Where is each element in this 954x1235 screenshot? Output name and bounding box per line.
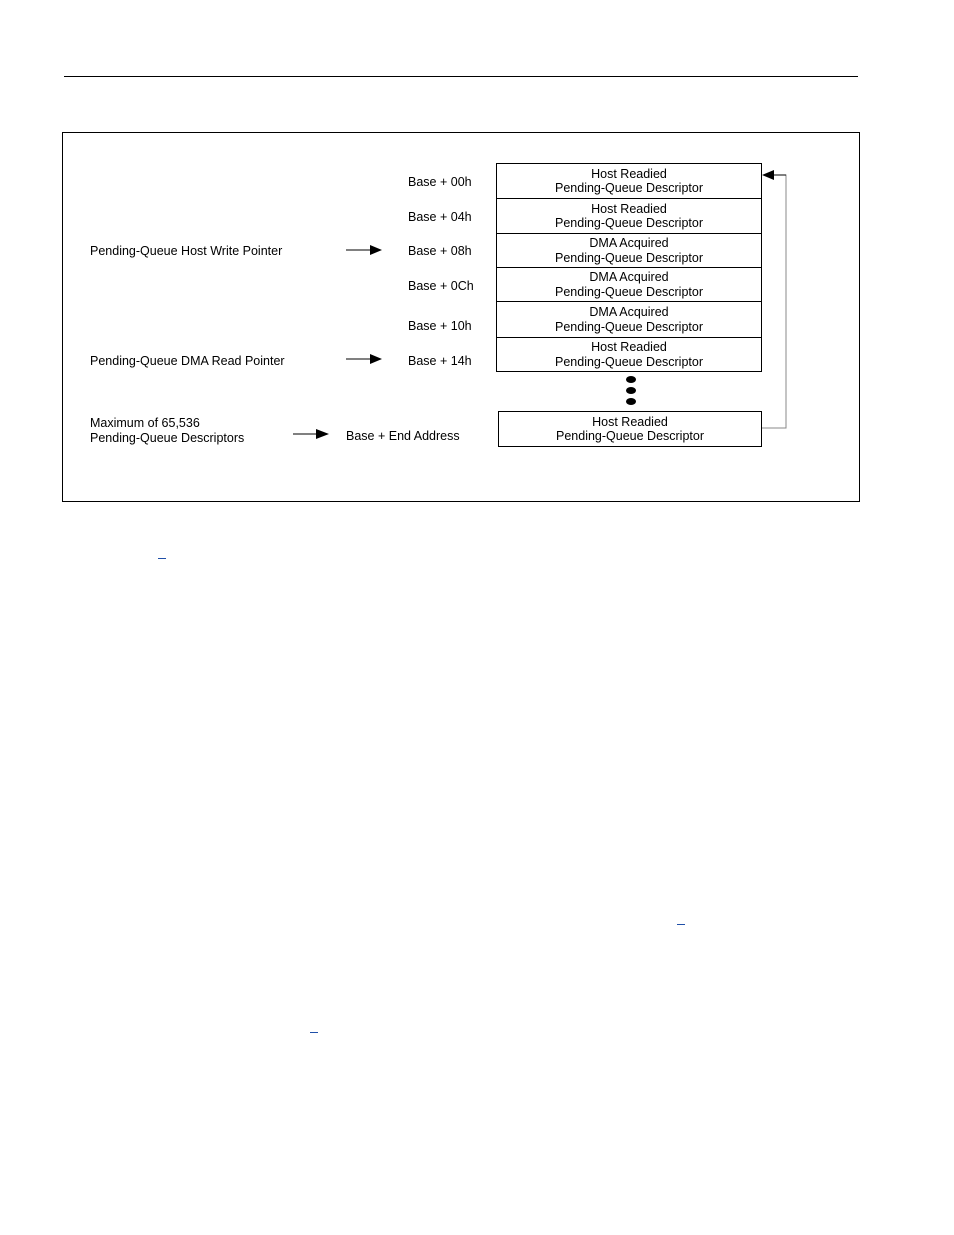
pointer-arrow-icon [346,354,382,364]
descriptor-state: DMA Acquired [589,236,669,250]
link-mark[interactable] [677,924,685,925]
descriptor-name: Pending-Queue Descriptor [556,429,704,443]
descriptor-name: Pending-Queue Descriptor [555,319,703,334]
link-mark[interactable] [310,1032,318,1033]
address-label: Base + 04h [408,210,472,224]
descriptor-name: Pending-Queue Descriptor [555,216,703,230]
descriptor-state: Host Readied [591,166,667,181]
descriptor-state: Host Readied [592,414,668,429]
descriptor-name: Pending-Queue Descriptor [555,354,703,369]
link-mark[interactable] [158,558,166,559]
address-label-end: Base + End Address [346,429,460,443]
maximum-label-line1: Maximum of 65,536 [90,416,200,430]
descriptor-name: Pending-Queue Descriptor [555,181,703,195]
address-label: Base + 10h [408,319,472,333]
address-label: Base + 0Ch [408,279,474,293]
descriptor-state: Host Readied [591,201,667,216]
dma-read-pointer-label: Pending-Queue DMA Read Pointer [90,354,285,368]
descriptor-state: DMA Acquired [589,305,669,319]
host-write-pointer-label: Pending-Queue Host Write Pointer [90,244,283,258]
descriptor-state: Host Readied [591,340,667,354]
address-label: Base + 08h [408,244,472,258]
pointer-arrow-icon [293,429,329,439]
descriptor-state: DMA Acquired [589,270,669,284]
descriptor-name: Pending-Queue Descriptor [555,250,703,265]
wraparound-arrow-icon [762,170,786,428]
maximum-label-line2: Pending-Queue Descriptors [90,431,245,445]
pointer-arrow-icon [346,245,382,255]
descriptor-name: Pending-Queue Descriptor [555,284,703,299]
address-label: Base + 14h [408,354,472,368]
address-label: Base + 00h [408,175,472,189]
